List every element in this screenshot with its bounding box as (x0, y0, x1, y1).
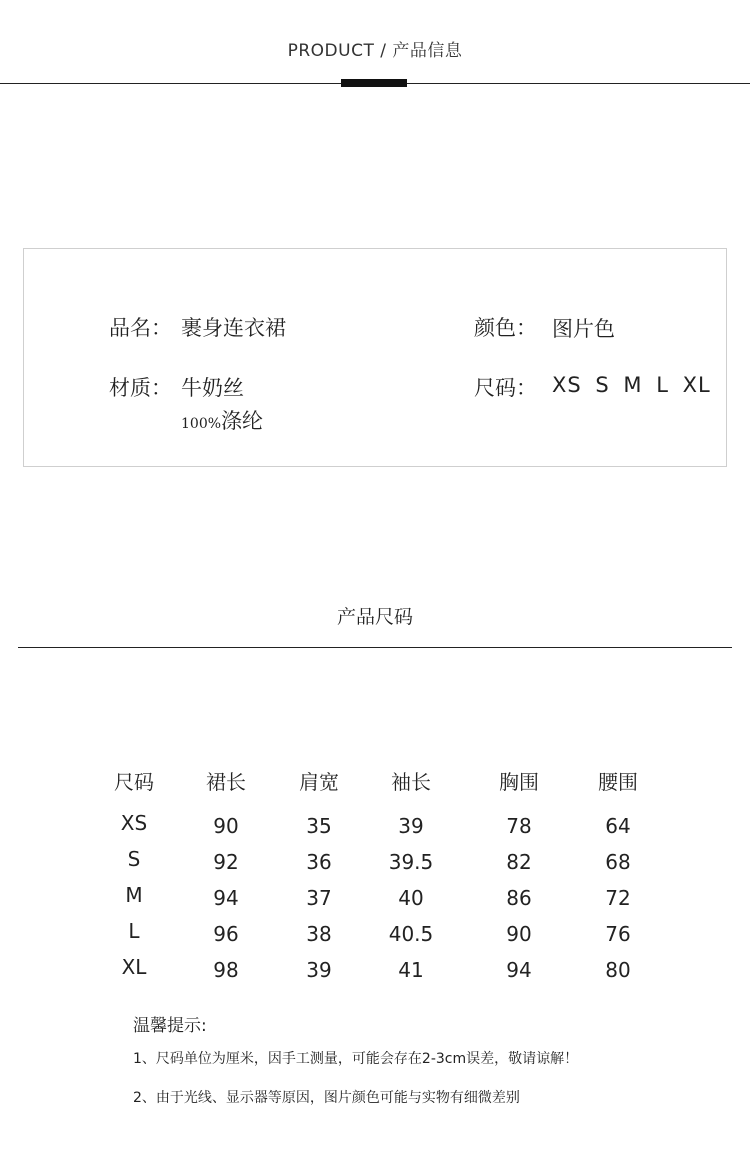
table-cell: 86 (506, 886, 532, 910)
table-cell: 98 (213, 958, 239, 982)
size-label: 尺码： (474, 376, 537, 400)
table-cell: 39 (306, 958, 332, 982)
table-header-cell: 胸围 (499, 770, 539, 794)
product-name-value: 裹身连衣裙 (181, 316, 286, 340)
table-cell: 90 (213, 814, 239, 838)
header-accent-bar (341, 79, 407, 87)
table-cell: 94 (213, 886, 239, 910)
color-label: 颜色： (474, 316, 537, 340)
table-row-size: XS (120, 811, 148, 835)
table-cell: 78 (506, 814, 532, 838)
material-value: 牛奶丝 (181, 376, 244, 400)
material-percent: 100% (181, 416, 222, 432)
table-cell: 39.5 (388, 850, 434, 874)
table-row-size: L (128, 919, 140, 943)
table-row-size: XL (121, 955, 147, 979)
table-header-cell: 腰围 (598, 770, 638, 794)
material-composition (181, 405, 263, 435)
table-cell: 72 (605, 886, 631, 910)
table-cell: 37 (306, 886, 332, 910)
table-header-cell: 肩宽 (299, 770, 339, 794)
table-cell: 94 (506, 958, 532, 982)
table-cell: 80 (605, 958, 631, 982)
size-value: XS S M L XL (552, 373, 711, 397)
table-cell: 92 (213, 850, 239, 874)
table-cell: 64 (605, 814, 631, 838)
product-name-label: 品名： (109, 316, 172, 340)
table-cell: 90 (506, 922, 532, 946)
table-cell: 39 (398, 814, 424, 838)
tips-title: 温馨提示: (133, 1016, 207, 1036)
table-cell: 82 (506, 850, 532, 874)
table-row-size: M (125, 883, 143, 907)
color-value: 图片色 (552, 317, 615, 341)
table-header-cell: 袖长 (391, 770, 431, 794)
table-cell: 96 (213, 922, 239, 946)
size-section-title: 产品尺码 (336, 606, 413, 628)
table-cell: 41 (398, 958, 424, 982)
page-title: PRODUCT / 产品信息 (287, 41, 463, 61)
tip-item: 2、由于光线、显示器等原因，图片颜色可能与实物有细微差别 (133, 1090, 520, 1106)
table-cell: 40 (398, 886, 424, 910)
tip-item: 1、尺码单位为厘米，因手工测量，可能会存在2-3cm误差，敬请谅解！ (133, 1051, 579, 1067)
material-fabric: 涤纶 (221, 409, 264, 433)
table-header-cell: 尺码 (114, 770, 154, 794)
product-info-box (23, 248, 727, 467)
table-cell: 68 (605, 850, 631, 874)
size-section-divider (18, 647, 732, 648)
table-cell: 40.5 (388, 922, 434, 946)
table-cell: 38 (306, 922, 332, 946)
table-row-size: S (127, 847, 141, 871)
table-cell: 35 (306, 814, 332, 838)
material-label: 材质： (109, 376, 172, 400)
table-header-cell: 裙长 (206, 770, 246, 794)
table-cell: 36 (306, 850, 332, 874)
table-cell: 76 (605, 922, 631, 946)
